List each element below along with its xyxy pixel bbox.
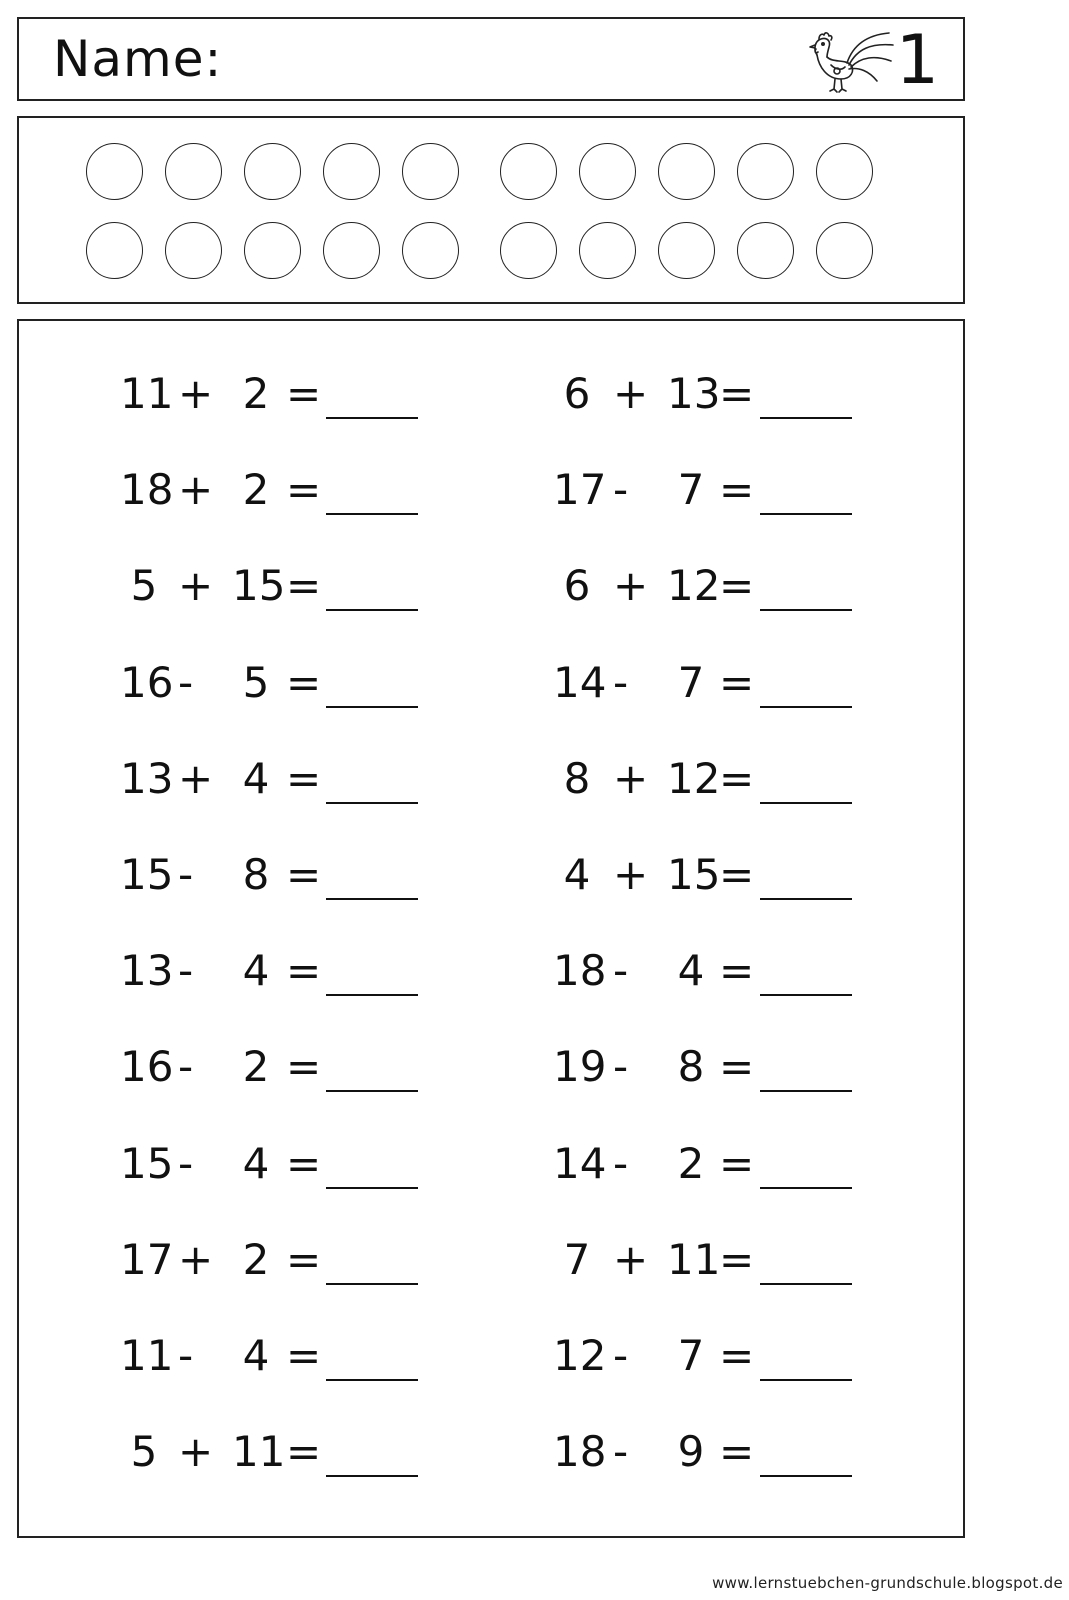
task-row <box>120 754 430 804</box>
task-first-number: 13 <box>120 754 174 803</box>
task-first-number: 4 <box>563 850 591 899</box>
task-row <box>120 850 430 900</box>
task-equals-sign: = <box>719 1042 755 1091</box>
counting-circle[interactable] <box>323 222 380 279</box>
task-equals-sign: = <box>286 1235 322 1284</box>
task-second-number: 15 <box>667 850 721 899</box>
task-second-number: 13 <box>667 369 721 418</box>
task-equals-sign: = <box>719 369 755 418</box>
footer-url: www.lernstuebchen-grundschule.blogspot.de <box>712 1574 1063 1592</box>
task-first-number: 8 <box>563 754 591 803</box>
task-equals-sign: = <box>286 465 322 514</box>
counting-circle[interactable] <box>165 222 222 279</box>
counting-circle[interactable] <box>658 143 715 200</box>
answer-blank[interactable] <box>326 1475 418 1477</box>
task-operator: - <box>613 946 629 995</box>
task-operator: - <box>178 850 194 899</box>
answer-blank[interactable] <box>326 609 418 611</box>
task-first-number: 14 <box>553 1139 607 1188</box>
task-first-number: 16 <box>120 1042 174 1091</box>
answer-blank[interactable] <box>326 1379 418 1381</box>
task-second-number: 11 <box>667 1235 721 1284</box>
task-first-number: 6 <box>563 561 591 610</box>
task-row <box>120 658 430 708</box>
task-equals-sign: = <box>719 1235 755 1284</box>
answer-blank[interactable] <box>326 802 418 804</box>
counting-circle[interactable] <box>816 143 873 200</box>
counting-circle[interactable] <box>244 222 301 279</box>
task-row <box>553 754 863 804</box>
task-first-number: 7 <box>563 1235 591 1284</box>
task-row <box>553 1042 863 1092</box>
answer-blank[interactable] <box>326 994 418 996</box>
task-row <box>553 1139 863 1189</box>
counting-circle[interactable] <box>737 222 794 279</box>
task-operator: - <box>178 658 194 707</box>
task-operator: + <box>178 1427 214 1476</box>
task-operator: + <box>613 850 649 899</box>
task-second-number: 4 <box>242 1139 270 1188</box>
answer-blank[interactable] <box>326 1187 418 1189</box>
task-operator: + <box>178 561 214 610</box>
task-equals-sign: = <box>286 850 322 899</box>
task-second-number: 4 <box>242 1331 270 1380</box>
counting-circle[interactable] <box>165 143 222 200</box>
answer-blank[interactable] <box>760 1283 852 1285</box>
task-second-number: 2 <box>242 1042 270 1091</box>
task-operator: - <box>178 1042 194 1091</box>
task-first-number: 17 <box>553 465 607 514</box>
task-operator: + <box>613 561 649 610</box>
task-operator: - <box>613 658 629 707</box>
counting-circles-panel <box>17 116 965 304</box>
task-operator: + <box>178 465 214 514</box>
answer-blank[interactable] <box>326 1283 418 1285</box>
task-first-number: 11 <box>120 369 174 418</box>
rooster-icon <box>797 27 897 97</box>
task-operator: + <box>613 1235 649 1284</box>
task-equals-sign: = <box>719 1331 755 1380</box>
counting-circle[interactable] <box>737 143 794 200</box>
task-operator: - <box>178 1331 194 1380</box>
counting-circle[interactable] <box>500 222 557 279</box>
task-second-number: 2 <box>242 1235 270 1284</box>
task-operator: - <box>613 1139 629 1188</box>
counting-circle[interactable] <box>244 143 301 200</box>
counting-circle[interactable] <box>402 143 459 200</box>
task-equals-sign: = <box>719 1139 755 1188</box>
task-second-number: 12 <box>667 561 721 610</box>
task-row <box>553 561 863 611</box>
task-row <box>120 561 430 611</box>
answer-blank[interactable] <box>326 1090 418 1092</box>
task-first-number: 6 <box>563 369 591 418</box>
task-row <box>120 1427 430 1477</box>
task-operator: + <box>613 369 649 418</box>
name-box <box>17 17 965 101</box>
counting-circle[interactable] <box>816 222 873 279</box>
task-second-number: 2 <box>242 465 270 514</box>
task-first-number: 11 <box>120 1331 174 1380</box>
task-first-number: 5 <box>130 561 158 610</box>
task-row <box>553 1427 863 1477</box>
task-equals-sign: = <box>719 561 755 610</box>
task-first-number: 18 <box>553 1427 607 1476</box>
answer-blank[interactable] <box>760 1090 852 1092</box>
task-row <box>553 1235 863 1285</box>
counting-circle[interactable] <box>323 143 380 200</box>
answer-blank[interactable] <box>760 1379 852 1381</box>
task-row <box>120 369 430 419</box>
task-first-number: 19 <box>553 1042 607 1091</box>
task-row <box>553 369 863 419</box>
sheet-number: 1 <box>895 21 939 100</box>
answer-blank[interactable] <box>760 994 852 996</box>
task-second-number: 4 <box>242 946 270 995</box>
task-operator: - <box>613 1331 629 1380</box>
task-second-number: 4 <box>242 754 270 803</box>
counting-circle[interactable] <box>86 222 143 279</box>
answer-blank[interactable] <box>760 802 852 804</box>
task-row <box>120 1042 430 1092</box>
task-first-number: 15 <box>120 1139 174 1188</box>
task-second-number: 7 <box>677 1331 705 1380</box>
task-first-number: 18 <box>553 946 607 995</box>
task-second-number: 15 <box>232 561 286 610</box>
task-row <box>553 946 863 996</box>
task-row <box>553 1331 863 1381</box>
task-first-number: 16 <box>120 658 174 707</box>
counting-circle[interactable] <box>658 222 715 279</box>
task-first-number: 15 <box>120 850 174 899</box>
task-first-number: 12 <box>553 1331 607 1380</box>
answer-blank[interactable] <box>326 513 418 515</box>
task-operator: + <box>178 1235 214 1284</box>
task-equals-sign: = <box>719 850 755 899</box>
task-equals-sign: = <box>719 658 755 707</box>
task-second-number: 2 <box>677 1139 705 1188</box>
task-operator: - <box>178 946 194 995</box>
task-second-number: 11 <box>232 1427 286 1476</box>
answer-blank[interactable] <box>760 417 852 419</box>
task-operator: + <box>613 754 649 803</box>
task-equals-sign: = <box>286 1139 322 1188</box>
counting-circle[interactable] <box>86 143 143 200</box>
task-equals-sign: = <box>286 658 322 707</box>
task-second-number: 4 <box>677 946 705 995</box>
counting-circle[interactable] <box>579 222 636 279</box>
answer-blank[interactable] <box>326 706 418 708</box>
task-equals-sign: = <box>286 946 322 995</box>
task-operator: + <box>178 369 214 418</box>
answer-blank[interactable] <box>760 609 852 611</box>
task-equals-sign: = <box>719 754 755 803</box>
answer-blank[interactable] <box>326 417 418 419</box>
task-row <box>120 1331 430 1381</box>
task-second-number: 5 <box>242 658 270 707</box>
task-equals-sign: = <box>719 465 755 514</box>
task-row <box>553 465 863 515</box>
task-equals-sign: = <box>286 754 322 803</box>
task-row <box>553 658 863 708</box>
task-second-number: 8 <box>242 850 270 899</box>
task-row <box>120 1235 430 1285</box>
task-second-number: 7 <box>677 465 705 514</box>
counting-circle[interactable] <box>579 143 636 200</box>
answer-blank[interactable] <box>760 1187 852 1189</box>
task-first-number: 18 <box>120 465 174 514</box>
task-row <box>120 465 430 515</box>
task-first-number: 17 <box>120 1235 174 1284</box>
task-row <box>553 850 863 900</box>
task-row <box>120 946 430 996</box>
task-equals-sign: = <box>286 1042 322 1091</box>
task-second-number: 9 <box>677 1427 705 1476</box>
answer-blank[interactable] <box>760 898 852 900</box>
task-equals-sign: = <box>286 1427 322 1476</box>
name-label: Name: <box>53 30 223 88</box>
task-first-number: 14 <box>553 658 607 707</box>
task-equals-sign: = <box>286 1331 322 1380</box>
answer-blank[interactable] <box>760 706 852 708</box>
answer-blank[interactable] <box>760 513 852 515</box>
counting-circle[interactable] <box>500 143 557 200</box>
task-equals-sign: = <box>719 946 755 995</box>
answer-blank[interactable] <box>326 898 418 900</box>
task-second-number: 8 <box>677 1042 705 1091</box>
task-row <box>120 1139 430 1189</box>
task-equals-sign: = <box>719 1427 755 1476</box>
task-operator: + <box>178 754 214 803</box>
task-equals-sign: = <box>286 561 322 610</box>
answer-blank[interactable] <box>760 1475 852 1477</box>
task-operator: - <box>178 1139 194 1188</box>
task-second-number: 12 <box>667 754 721 803</box>
task-operator: - <box>613 1042 629 1091</box>
counting-circle[interactable] <box>402 222 459 279</box>
task-second-number: 2 <box>242 369 270 418</box>
task-equals-sign: = <box>286 369 322 418</box>
task-first-number: 5 <box>130 1427 158 1476</box>
task-second-number: 7 <box>677 658 705 707</box>
task-first-number: 13 <box>120 946 174 995</box>
task-operator: - <box>613 465 629 514</box>
task-operator: - <box>613 1427 629 1476</box>
